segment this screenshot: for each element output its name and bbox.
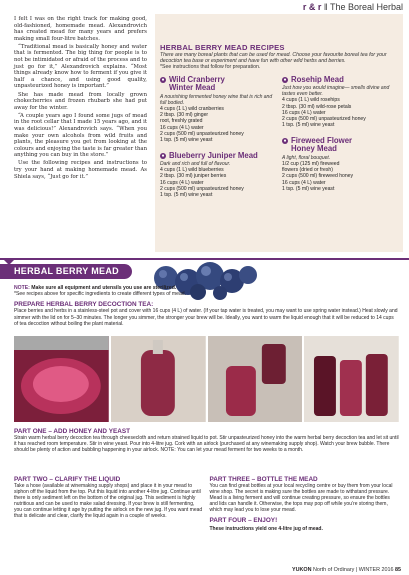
part2-title: PART TWO – CLARIFY THE LIQUID: [14, 476, 121, 483]
recipe-blueberry-juniper: [160, 152, 276, 199]
note-text: Make sure all equipment and utensils you use are sterilized.: [31, 285, 177, 291]
ingredient: root, freshly grated: [160, 118, 203, 125]
ingredient: 2 tbsp. (30 ml) juniper berries: [160, 173, 227, 180]
part3-text: You can find great bottles at your local recycling centre or buy them from your local wine shop. The secret is making sure the bottles are made to withstand pressure. Mead is a living ferment and will continue creating pressure, so ensure the bottles and lids can handle it. Otherwise, the tops may pop off while you’re storing them, which may lead you to lose your mead.: [209, 483, 393, 514]
intro-paragraph: “A couple years ago I found some jugs of mead in the root cellar that I made 15 years ago, and it was delicious!” Alexandrovich says. “When you make your own alcohols from wild fruits and plants, the pleasure you get from looking at the colours and enjoying the taste is far greater than anything you can buy in the store.”: [14, 112, 147, 159]
instructions-section: [14, 285, 399, 327]
process-photos: [14, 336, 399, 422]
recipes-intro-note: *See instructions that follow for preparation.: [160, 64, 261, 71]
blueberry-bullet-icon: ●: [283, 137, 287, 144]
recipe-name: Rosehip Mead: [291, 74, 344, 84]
blueberry-bullet-icon: ●: [283, 76, 287, 83]
page-footer: YUKON North of Ordinary | WINTER 2016 85: [292, 567, 401, 573]
ingredient: flowers (dried or fresh): [282, 167, 333, 174]
ingredient: 4 cups (1 L) wild blueberries: [160, 167, 224, 174]
closing-line: These instructions yield one 4-litre jug of mead.: [209, 526, 323, 533]
recipe-name: Wild Cranberry: [169, 74, 225, 84]
ingredient: 16 cups (4 L) water: [282, 179, 326, 186]
header-section: r & r: [302, 2, 322, 12]
ingredient: 16 cups (4 L) water: [160, 179, 204, 186]
recipe-rosehip: [282, 76, 398, 129]
recipe-desc: A light, floral bouquet.: [282, 154, 331, 161]
ingredient: 1 tsp. (5 ml) wine yeast: [160, 192, 213, 199]
recipe-name-2: Winter Mead: [169, 83, 216, 93]
recipes-panel: [155, 14, 403, 252]
recipe-column-left: [160, 76, 276, 207]
part1-title: PART ONE – ADD HONEY AND YEAST: [14, 428, 130, 435]
part-one: [14, 424, 399, 453]
recipe-desc: Dark and rich and full of flavour.: [160, 161, 231, 168]
intro-paragraph: I felt I was on the right track for making good, old-fashioned, homemade mead. Alexandrovich has created mead for many years and prefers making small four-litre batches.: [14, 16, 147, 42]
recipe-columns: [160, 76, 398, 207]
parts-columns: [14, 472, 399, 532]
ingredient: 2 cups (500 ml) fireweed honey: [282, 173, 354, 180]
prep-title: PREPARE HERBAL BERRY DECOCTION TEA:: [14, 301, 154, 309]
ingredient: 2 cups (500 ml) unpasteurized honey: [160, 130, 244, 137]
ingredient: 4 cups (1 L) wild rosehips: [282, 97, 340, 104]
pouring-photo: [208, 336, 303, 422]
note-sub: *See recipes above for specific ingredients to create different types of mead.: [14, 291, 187, 298]
footer-brand: YUKON: [292, 567, 312, 573]
part2-text: Take a hose (available at winemaking supply shops) and place it in your mead to siphon off the liquid from the top. Put this liquid into another 4-litre jug. Continue until there is only sediment left on the bottom of the original jug. This sediment is highly nutritious and can be used to make salad dressing. If your brew is still fermenting, you can continue letting it age by putting the airlock on the new jug. If you want mead that is delicate and clear, clarify the liquid again in a couple of weeks.: [14, 483, 203, 520]
intro-paragraph: Use the following recipes and instructions to try your hand at making homemade mead. As Shiela says, “Just go for it.”: [14, 160, 147, 180]
ingredient: 16 cups (4 L) water: [160, 124, 204, 131]
straining-photo: [14, 336, 109, 422]
prep-text: Place berries and herbs in a stainless-steel pot and cover with 16 cups (4 L) of water. (If your tap water is treated, you may want to use spring water instead.) Heat slowly and simmer with the lid on for 5–30 minutes. The longer you simmer, the stronger your brew will be. Ideally, you want to warm the liquid enough that it will be reduced to 14 cups of tea decoction without boiling the plant material.: [14, 308, 398, 327]
ingredient: 1 tsp. (5 ml) wine yeast: [282, 186, 335, 193]
recipe-name-2: Honey Mead: [291, 144, 337, 154]
recipe-name: Blueberry Juniper Mead: [169, 150, 258, 160]
ingredient: 1 tsp. (5 ml) wine yeast: [160, 137, 213, 144]
part3-title: PART THREE – BOTTLE THE MEAD: [209, 476, 318, 483]
ingredient: 2 tbsp. (30 ml) wild-rose petals: [282, 103, 352, 110]
recipes-title: HERBAL BERRY MEAD RECIPES: [160, 43, 285, 52]
intro-column: [14, 16, 147, 182]
ingredient: 1 tsp. (5 ml) wine yeast: [282, 122, 335, 129]
blueberry-bullet-icon: ●: [161, 152, 165, 159]
header-title: The Boreal Herbal: [329, 2, 403, 12]
intro-paragraph: “Traditional mead is basically honey and water that is fermented. The big thing for people is to not be intimidated or afraid of the process and to just go for it,” Alexandrovich explains. “Most things already know how to ferment if you give it half a chance, and using good quality, unpasteurized honey is important.”: [14, 43, 147, 90]
note-label: NOTE:: [14, 285, 30, 291]
footer-tagline: North of Ordinary: [313, 567, 355, 573]
part4-title: PART FOUR – ENJOY!: [209, 517, 278, 525]
intro-paragraph: She has made mead from locally grown chokecherries and frozen rhubarb she had put away for the winter.: [14, 91, 147, 111]
recipe-name: Fireweed Flower: [291, 135, 353, 145]
part1-text: Strain warm herbal berry decoction tea through cheesecloth and return strained liquid to pot. Stir unpasteurized honey into the warm herbal berry decoction tea and let sit until it has reached room temperature. Stir in wine yeast. Pour into 4-litre jug. Cork with an airlock (purchased at any winemaking supply shop). Watch your brew bubble. There should be plenty of action and bubbling happening in your airlock. NOTE: You can let your mead ferment for two weeks to a month.: [14, 435, 399, 454]
ingredient: 2 cups (500 ml) unpasteurized honey: [282, 116, 366, 123]
recipes-intro: There are many boreal plants that can be used for mead. Choose your favourite boreal tea for your decoction tea base or experiment and have fun with other wild herbs and berries.: [160, 52, 387, 65]
page-number: 85: [395, 567, 401, 573]
page-header: r & r ‖ The Boreal Herbal: [302, 2, 403, 12]
part-two: [14, 472, 204, 532]
ingredient: 4 cups (1 L) wild cranberries: [160, 105, 224, 112]
footer-season: WINTER 2016: [358, 567, 394, 573]
recipe-desc: Just how you would imagine— smells divine and tastes even better.: [282, 85, 390, 98]
recipe-fireweed: [282, 137, 398, 193]
part-three-four: [210, 472, 400, 532]
recipe-column-right: [282, 76, 398, 207]
jug-photo: [111, 336, 206, 422]
blueberry-bullet-icon: ●: [161, 76, 165, 83]
ingredient: 1/2 cup (125 ml) fireweed: [282, 160, 340, 167]
ingredient: 2 tbsp. (30 ml) ginger: [160, 112, 209, 119]
recipe-wild-cranberry: [160, 76, 276, 144]
ingredient: 16 cups (4 L) water: [282, 109, 326, 116]
bottles-photo: [304, 336, 399, 422]
ingredient: 2 cups (500 ml) unpasteurized honey: [160, 186, 244, 193]
section-banner: HERBAL BERRY MEAD: [0, 264, 132, 279]
recipe-desc: A nourishing fermented honey wine that is rich and full bodied.: [160, 93, 273, 106]
